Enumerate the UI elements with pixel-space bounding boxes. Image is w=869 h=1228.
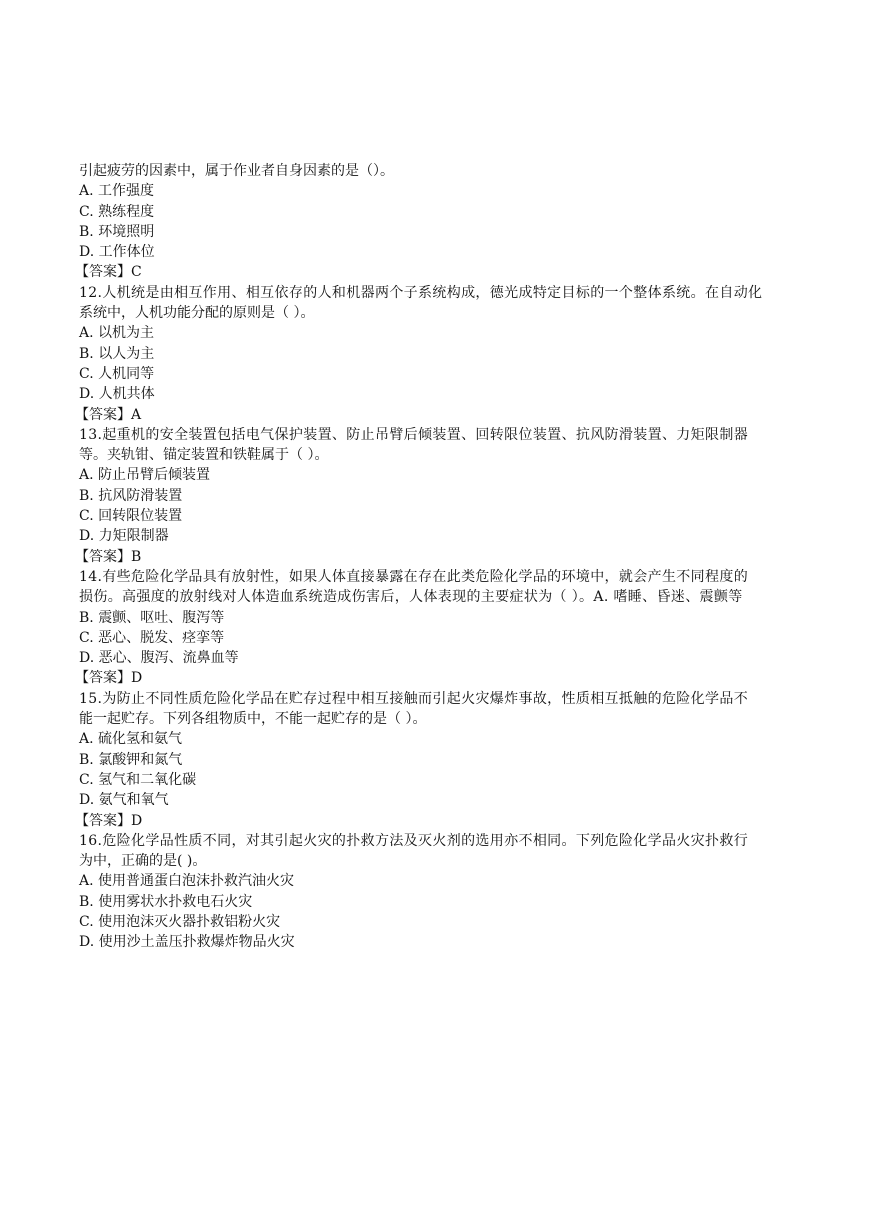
question-16-option-d: D. 使用沙土盖压扑救爆炸物品火灾 (79, 934, 295, 951)
question-11-option-c: C. 熟练程度 (79, 203, 155, 220)
document-body (75, 161, 794, 953)
question-11-option-b: B. 环境照明 (79, 223, 155, 240)
question-11-option-a: A. 工作强度 (79, 183, 155, 200)
question-16-option-a: A. 使用普通蛋白泡沫扑救汽油火灾 (79, 873, 295, 890)
question-16-stem-line1: 16.危险化学品性质不同，对其引起火灾的扑救方法及灭火剂的选用亦不相同。下列危险化学品火灾扑救行 (79, 832, 749, 849)
question-13-option-a: A. 防止吊臂后倾装置 (79, 467, 211, 484)
question-14-answer: 【答案】D (75, 670, 143, 687)
question-12-option-c: C. 人机同等 (79, 365, 155, 382)
question-14-stem-line2: 损伤。高强度的放射线对人体造血系统造成伤害后，人体表现的主要症状为（ ）。A. 嗜睡、昏迷、震颤等 (79, 589, 743, 606)
question-13-option-c: C. 回转限位装置 (79, 508, 183, 525)
question-13-option-d: D. 力矩限制器 (79, 528, 169, 545)
question-15-option-a: A. 硫化氢和氨气 (79, 731, 183, 748)
question-15-stem-line2: 能一起贮存。下列各组物质中，不能一起贮存的是（ ）。 (79, 711, 427, 728)
question-11-stem: 引起疲劳的因素中，属于作业者自身因素的是（）。 (79, 163, 394, 179)
question-16-option-b: B. 使用雾状水扑救电石火灾 (79, 893, 253, 910)
question-14-option-c: C. 恶心、脱发、痉挛等 (79, 629, 225, 646)
question-12-stem-line1: 12.人机统是由相互作用、相互依存的人和机器两个子系统构成，德光成特定目标的一个整体系统。在自动化 (79, 284, 763, 301)
question-12-answer: 【答案】A (75, 406, 142, 423)
question-14-option-d: D. 恶心、腹泻、流鼻血等 (79, 650, 239, 667)
question-15-option-d: D. 氨气和氧气 (79, 792, 169, 809)
question-13-stem-line2: 等。夹轨钳、锚定装置和铁鞋属于（ ）。 (79, 447, 329, 464)
question-16-stem-line2: 为中，正确的是( )。 (79, 853, 207, 870)
question-13-option-b: B. 抗风防滑装置 (79, 487, 183, 504)
question-15-stem-line1: 15.为防止不同性质危险化学品在贮存过程中相互接触而引起火灾爆炸事故，性质相互抵触的危险化学品不 (79, 690, 749, 707)
question-13-answer: 【答案】B (75, 548, 142, 565)
question-13-stem-line1: 13.起重机的安全装置包括电气保护装置、防止吊臂后倾装置、回转限位装置、抗风防滑装置、力矩限制器 (79, 426, 749, 443)
question-14-option-b: B. 震颤、呕吐、腹泻等 (79, 609, 225, 626)
question-15-option-b: B. 氯酸钾和氮气 (79, 751, 183, 768)
question-12-option-b: B. 以人为主 (79, 345, 155, 362)
question-14-stem-line1: 14.有些危险化学品具有放射性，如果人体直接暴露在存在此类危险化学品的环境中，就会产生不同程度的 (79, 568, 749, 585)
question-16-option-c: C. 使用泡沫灭火器扑救铝粉火灾 (79, 913, 281, 930)
question-12-option-d: D. 人机共体 (79, 386, 155, 403)
question-12-stem-line2: 系统中，人机功能分配的原则是（ ）。 (79, 305, 315, 322)
question-11-option-d: D. 工作体位 (79, 244, 155, 261)
question-15-option-c: C. 氢气和二氧化碳 (79, 771, 197, 788)
question-15-answer: 【答案】D (75, 812, 143, 829)
question-11-answer: 【答案】C (75, 264, 142, 281)
question-12-option-a: A. 以机为主 (79, 325, 155, 342)
